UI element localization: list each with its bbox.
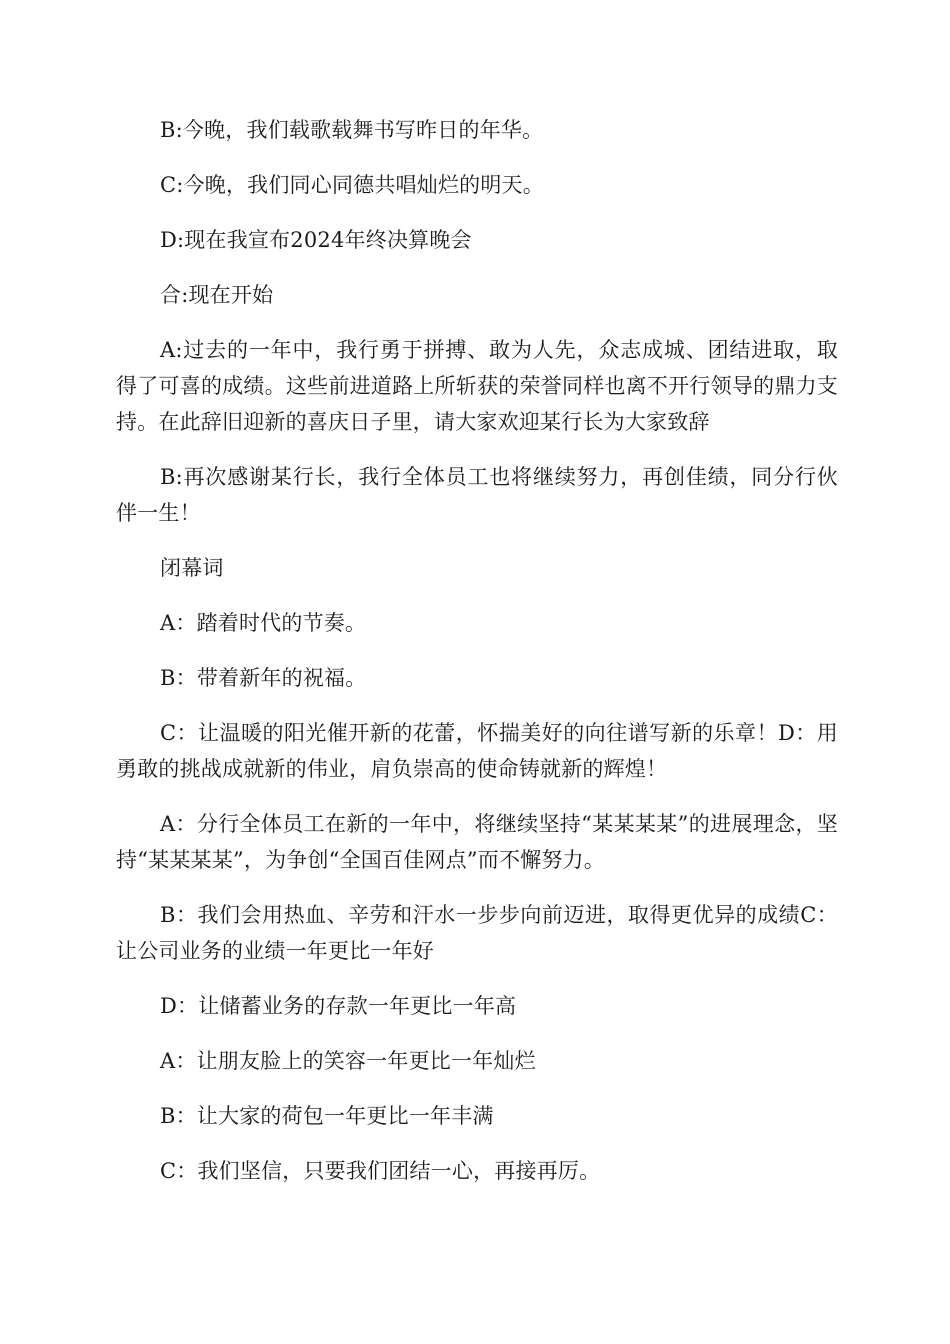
paragraph-b-tonight-past: B:今晚，我们载歌载舞书写昨日的年华。 (160, 118, 544, 142)
paragraph-c-unity: C：我们坚信，只要我们团结一心，再接再厉。 (160, 1159, 601, 1183)
paragraph-d-savings: D：让储蓄业务的存款一年更比一年高 (160, 994, 517, 1018)
document-page (116, 112, 838, 1208)
paragraph-d-announce: D:现在我宣布2024年终决算晚会 (160, 228, 472, 252)
paragraph-c-d-sunshine: C：让温暖的阳光催开新的花蕾，怀揣美好的向往谱写新的乐章！D：用勇敢的挑战成就新的伟业，肩负崇高的使命铸就新的辉煌！ (116, 721, 838, 781)
paragraph-a-rhythm: A：踏着时代的节奏。 (160, 611, 367, 635)
paragraph-b-blessing: B：带着新年的祝福。 (160, 666, 367, 690)
paragraph-c-tonight-future: C:今晚，我们同心同德共唱灿烂的明天。 (160, 173, 544, 197)
paragraph-b-thanks: B:再次感谢某行长，我行全体员工也将继续努力，再创佳绩，同分行伙伴一生！ (116, 465, 838, 525)
section-heading-closing: 闭幕词 (160, 556, 224, 580)
paragraph-a-review: A:过去的一年中，我行勇于拼搏、敢为人先，众志成城、团结进取，取得了可喜的成绩。这些前进道路上所斩获的荣誉同样也离不开行领导的鼎力支持。在此辞旧迎新的喜庆日子里，请大家欢迎某行长为大家致辞 (116, 338, 838, 434)
paragraph-together-start: 合:现在开始 (160, 283, 274, 307)
paragraph-a-smiles: A：让朋友脸上的笑容一年更比一年灿烂 (160, 1049, 536, 1073)
paragraph-a-philosophy: A：分行全体员工在新的一年中，将继续坚持“某某某某”的进展理念，坚持“某某某某”，为争创“全国百佳网点”而不懈努力。 (116, 812, 838, 872)
paragraph-b-c-progress: B：我们会用热血、辛劳和汗水一步步向前迈进，取得更优异的成绩C：让公司业务的业绩一年更比一年好 (116, 903, 838, 963)
paragraph-b-wallets: B：让大家的荷包一年更比一年丰满 (160, 1104, 494, 1128)
